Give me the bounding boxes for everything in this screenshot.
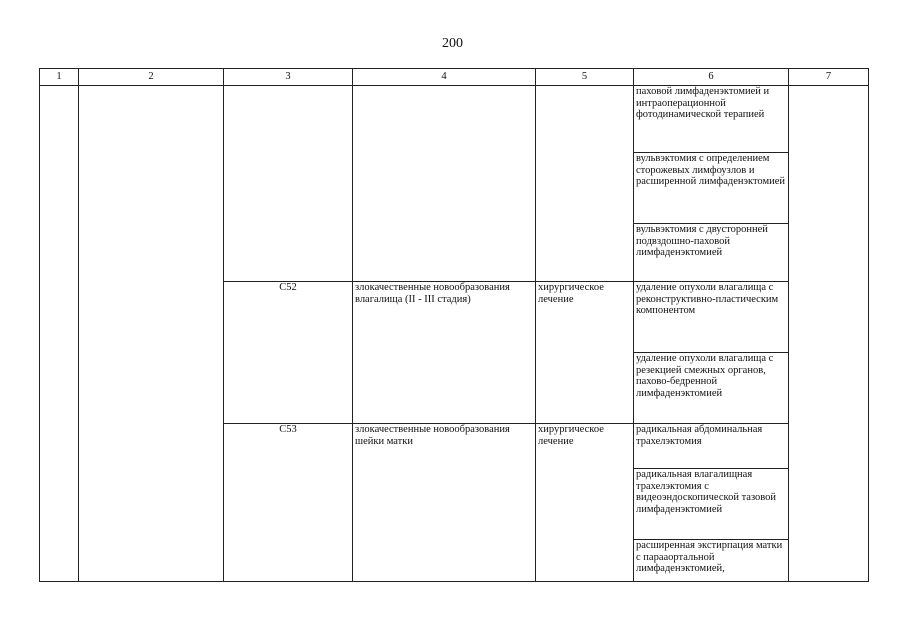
cell-method xyxy=(634,540,789,582)
cell-method xyxy=(634,424,789,469)
column-header: 2 xyxy=(79,69,224,86)
cell-treatment-empty xyxy=(536,86,634,282)
cell-method xyxy=(634,224,789,282)
method-text: радикальная абдоминальная трахелэктомия xyxy=(636,424,763,447)
cell-method xyxy=(634,86,789,153)
page-number: 200 xyxy=(442,36,463,51)
column-header: 5 xyxy=(536,69,634,86)
cell-diagnosis xyxy=(353,282,536,424)
code-text: C53 xyxy=(279,424,297,435)
cell-method xyxy=(634,153,789,224)
cell-method xyxy=(634,353,789,424)
treatment-text: хирургическое лечение xyxy=(538,424,604,447)
diagnosis-text: злокачественные новообразования шейки матки xyxy=(355,424,510,447)
table-header-row xyxy=(40,69,869,86)
cell-code-empty xyxy=(224,86,353,282)
cell-method xyxy=(634,282,789,353)
method-text: расширенная экстирпация матки с парааортальной лимфаденэктомией, xyxy=(636,540,783,575)
code-text: C52 xyxy=(279,282,297,293)
cell-diagnosis xyxy=(353,424,536,582)
cell-treatment xyxy=(536,424,634,582)
diagnosis-text: злокачественные новообразования влагалища (II - III стадия) xyxy=(355,282,510,305)
column-header: 7 xyxy=(789,69,869,86)
method-text: вульвэктомия с двусторонней подвздошно-паховой лимфаденэктомией xyxy=(636,224,768,259)
column-header: 1 xyxy=(40,69,79,86)
method-text: удаление опухоли влагалища с резекцией смежных органов, пахово-бедренной лимфаденэктомией xyxy=(636,353,774,399)
column-header: 6 xyxy=(634,69,789,86)
treatment-table xyxy=(39,68,869,582)
cell-diagnosis-empty xyxy=(353,86,536,282)
cell-treatment xyxy=(536,282,634,424)
cell-col7 xyxy=(789,86,869,582)
cell-method xyxy=(634,469,789,540)
column-header: 3 xyxy=(224,69,353,86)
table-row xyxy=(40,86,869,153)
cell-code xyxy=(224,424,353,582)
treatment-text: хирургическое лечение xyxy=(538,282,604,305)
cell-col2 xyxy=(79,86,224,582)
method-text: удаление опухоли влагалища с реконструктивно-пластическим компонентом xyxy=(636,282,779,317)
method-text: радикальная влагалищная трахелэктомия с видеоэндоскопической тазовой лимфаденэктомией xyxy=(636,469,777,515)
cell-code xyxy=(224,282,353,424)
column-header: 4 xyxy=(353,69,536,86)
cell-col1 xyxy=(40,86,79,582)
method-text: вульвэктомия с определением сторожевых лимфоузлов и расширенной лимфаденэктомией xyxy=(636,153,786,188)
method-text: паховой лимфаденэктомией и интраоперационной фотодинамической терапией xyxy=(636,86,770,121)
